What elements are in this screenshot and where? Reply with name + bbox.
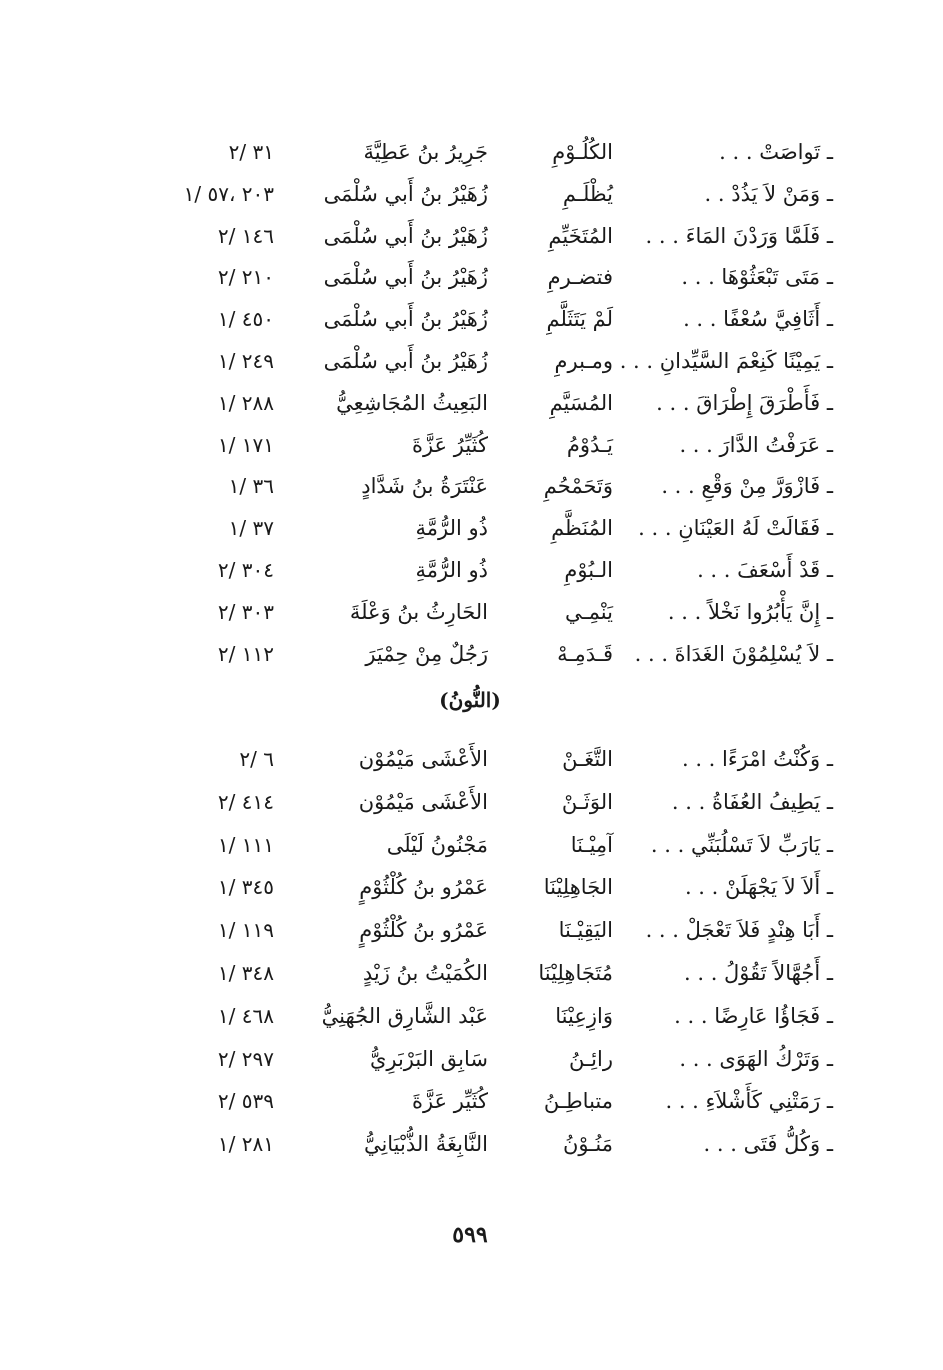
rhyme-word: الوَثَـنْ — [561, 789, 613, 814]
table-row — [0, 591, 943, 633]
poet-name: كُثَيِّرُ عَزَّةَ — [411, 432, 488, 457]
poet-name: الأَعْشَى مَيْمُوْن — [358, 747, 488, 771]
poet-name: عَمْرُو بنُ كُلْثُوْمٍ — [359, 875, 488, 900]
poet-name: رَجُلٌ مِنْ حِمْيَرَ — [365, 641, 488, 666]
rhyme-word: مُتَجَاهِلِيْنَا — [538, 960, 613, 985]
verse-opening: ـ يَارَبِّ لاَ تَسْلُبَنِّي . . . — [650, 832, 833, 857]
table-row — [0, 256, 943, 298]
table-row — [0, 340, 943, 382]
table-row — [0, 465, 943, 507]
poet-name: عَنْتَرَةُ بنُ شَدَّادٍ — [361, 474, 488, 499]
table-row — [0, 952, 943, 995]
poet-name: ذُو الرُّمَّةِ — [415, 557, 488, 582]
rhyme-word: المُتَخَيِّمِ — [548, 223, 613, 248]
volume-page-ref: ٢٩٧ /٢ — [217, 1046, 274, 1071]
section-title-nun: (النُّونُ) — [439, 688, 501, 712]
poet-name: الحَارِثُ بنُ وَعْلَةَ — [349, 599, 488, 624]
poet-name: زُهَيْرُ بنُ أَبي سُلْمَى — [323, 223, 488, 248]
poet-name: زُهَيْرُ بنُ أَبي سُلْمَى — [323, 181, 488, 206]
table-row — [0, 424, 943, 466]
page-number: ٥٩٩ — [452, 1222, 488, 1248]
rhyme-word: يُظْلَـمِ — [562, 181, 613, 206]
verse-opening: ـ يَطِيفُ العُفَاةُ . . . — [671, 789, 833, 814]
verse-opening: ـ فَلَمَّا وَرَدْنَ المَاءَ . . . — [645, 223, 833, 248]
poet-name: البَعِيثُ المُجَاشِعِيُّ — [336, 390, 488, 415]
verse-opening: ـ رَمَتْنِي كَأَشْلاَءِ . . . — [665, 1089, 833, 1114]
rhyme-word: الـبُوْمِ — [564, 557, 613, 582]
volume-page-ref: ٤٦٨ /١ — [217, 1003, 274, 1028]
poet-name: عَمْرُو بنُ كُلْثُوْمٍ — [359, 918, 488, 943]
volume-page-ref: ٣٧ /١ — [228, 516, 274, 541]
verse-opening: ـ عَرَفْتُ الدَّارَ . . . — [679, 432, 833, 457]
verse-opening: ـ يَمِيْنًا كَنِعْمَ السَّيِّدانِ . . . — [619, 348, 833, 373]
poet-name: زُهَيْرُ بنُ أَبي سُلْمَى — [323, 348, 488, 373]
volume-page-ref: ٤٥٠ /١ — [217, 307, 274, 332]
volume-page-ref: ١٧١ /١ — [217, 432, 274, 457]
poet-name: زُهَيْرُ بنُ أَبي سُلْمَى — [323, 307, 488, 332]
table-row — [0, 507, 943, 549]
rhyme-word: متباطِـنُ — [543, 1089, 613, 1114]
volume-page-ref: ١١٢ /٢ — [217, 641, 274, 666]
poet-name: مَجْنُونُ لَيْلَى — [386, 832, 488, 857]
table-row — [0, 1123, 943, 1166]
verse-opening: ـ وَتَرْكُ الهَوَى . . . — [679, 1046, 833, 1071]
volume-page-ref: ٢٤٩ /١ — [217, 348, 274, 373]
table-row — [0, 131, 943, 173]
verse-opening: ـ وَمَنْ لاَ يَذُدْ . . — [704, 181, 833, 206]
table-row — [0, 549, 943, 591]
verse-opening: ـ فَأَطْرَقَ إِطْرَاقَ . . . — [656, 390, 833, 415]
rhyme-word: المُسَيَّمِ — [549, 390, 613, 415]
table-row — [0, 866, 943, 909]
rhyme-word: اليَقِيْـنَا — [558, 918, 613, 943]
poet-name: جَرِيرُ بنُ عَطِيَّةَ — [363, 140, 488, 164]
rhyme-word: مَنُـوْنُ — [562, 1132, 613, 1157]
volume-page-ref: ٤١٤ /٢ — [217, 789, 274, 814]
verse-opening: ـ أَبَا هِنْدٍ فَلاَ تَعْجَلْ . . . — [645, 918, 833, 943]
table-row — [0, 824, 943, 867]
poet-name: سَابِق البَرْبَرِيُّ — [369, 1046, 488, 1071]
verse-opening: ـ إِنَّ يَأْبُرُوا نَخْلاً . . . — [667, 599, 833, 624]
table-row — [0, 173, 943, 215]
table-row — [0, 738, 943, 781]
poet-name: الكُمَيْتُ بنُ زَيْدٍ — [362, 960, 488, 985]
volume-page-ref: ٣٦ /١ — [228, 474, 274, 499]
poet-name: كُثَيِّر عَزَّةَ — [411, 1089, 488, 1114]
rhyme-word: ومـبرمِ — [554, 348, 613, 373]
rhyme-word: آمِيْـنَا — [570, 832, 613, 857]
volume-page-ref: ٣٤٨ /١ — [217, 960, 274, 985]
volume-page-ref: ٦ /٢ — [239, 747, 274, 771]
rhyme-word: فتضـرمِ — [547, 265, 613, 290]
poet-name: الأَعْشَى مَيْمُوْن — [358, 789, 488, 814]
poet-name: النَّابِغَةُ الذُّبْيَانِيُّ — [363, 1132, 488, 1157]
section-mim-table — [0, 131, 943, 674]
poet-name: زُهَيْرُ بنُ أَبي سُلْمَى — [323, 265, 488, 290]
verse-opening: ـ أَثَافِيَّ سُعْفًا . . . — [683, 307, 833, 332]
volume-page-ref: ١٤٦ /٢ — [217, 223, 274, 248]
verse-opening: ـ قَدْ أَسْعَفَ . . . — [697, 557, 833, 582]
verse-opening: ـ أَلاَ لاَ يَجْهَلَنْ . . . — [684, 875, 833, 900]
verse-opening: ـ لاَ يُسْلِمُوْنَ الغَدَاةَ . . . — [634, 641, 833, 666]
volume-page-ref: ٢١٠ /٢ — [217, 265, 274, 290]
verse-opening: ـ أَجُهَّالاً تَقُوْلُ . . . — [684, 960, 833, 985]
poet-name: عَبْد الشَّارِق الجُهَنِيُّ — [321, 1003, 488, 1028]
volume-page-ref: ٢٨١ /١ — [217, 1132, 274, 1157]
table-row — [0, 298, 943, 340]
poet-name: ذُو الرُّمَّةِ — [415, 516, 488, 541]
volume-page-ref: ٢٨٨ /١ — [217, 390, 274, 415]
verse-opening: ـ فَجَاؤُا عَارِضًا . . . — [674, 1003, 833, 1028]
volume-page-ref: ٣٠٤ /٢ — [217, 557, 274, 582]
volume-page-ref: ٣٠٣ /٢ — [217, 599, 274, 624]
verse-opening: ـ وَكُلُّ فَتَى . . . — [703, 1132, 833, 1157]
verse-opening: ـ فَقَالَتْ لَهُ العَيْنَانِ . . . — [638, 516, 833, 541]
table-row — [0, 909, 943, 952]
volume-page-ref: ٣٤٥ /١ — [217, 875, 274, 900]
table-row — [0, 995, 943, 1038]
volume-page-ref: ٥٣٩ /٢ — [217, 1089, 274, 1114]
table-row — [0, 382, 943, 424]
rhyme-word: الجَاهِلِيْنَا — [543, 875, 613, 900]
verse-opening: ـ مَتَى تَبْعَثُوْهَا . . . — [681, 265, 833, 290]
volume-page-ref: ٢٠٣ ،٥٧ /١ — [183, 181, 274, 206]
table-row — [0, 1080, 943, 1123]
verse-opening: ـ تَواصَتْ . . . — [719, 140, 833, 164]
rhyme-word: يَـدُوْمُ — [566, 432, 613, 457]
rhyme-word: يَنْمِـي — [565, 599, 613, 624]
rhyme-word: قَـدَمِـهْ — [557, 641, 613, 666]
table-row — [0, 633, 943, 675]
table-row — [0, 215, 943, 257]
rhyme-word: التَّغَـنْ — [562, 747, 613, 771]
section-nun-table — [0, 738, 943, 1166]
rhyme-word: رائِـنُ — [569, 1046, 613, 1071]
volume-page-ref: ١١١ /١ — [217, 832, 274, 857]
verse-opening: ـ وَكُنْتُ امْرَءًا . . . — [681, 747, 833, 771]
rhyme-word: وَتَحَمْحُمِ — [543, 474, 613, 499]
table-row — [0, 781, 943, 824]
rhyme-word: المُنَظَّمِ — [551, 516, 613, 541]
volume-page-ref: ١١٩ /١ — [217, 918, 274, 943]
volume-page-ref: ٣١ /٢ — [228, 140, 274, 164]
table-row — [0, 1038, 943, 1081]
rhyme-word: لَمْ يَتَثَلَّمِ — [546, 307, 613, 332]
rhyme-word: الكُلُـوْمِ — [552, 140, 613, 164]
rhyme-word: وَازِعِيْنَا — [555, 1003, 613, 1028]
verse-opening: ـ فَازْوَرَّ مِنْ وَقْعِ . . . — [661, 474, 833, 499]
